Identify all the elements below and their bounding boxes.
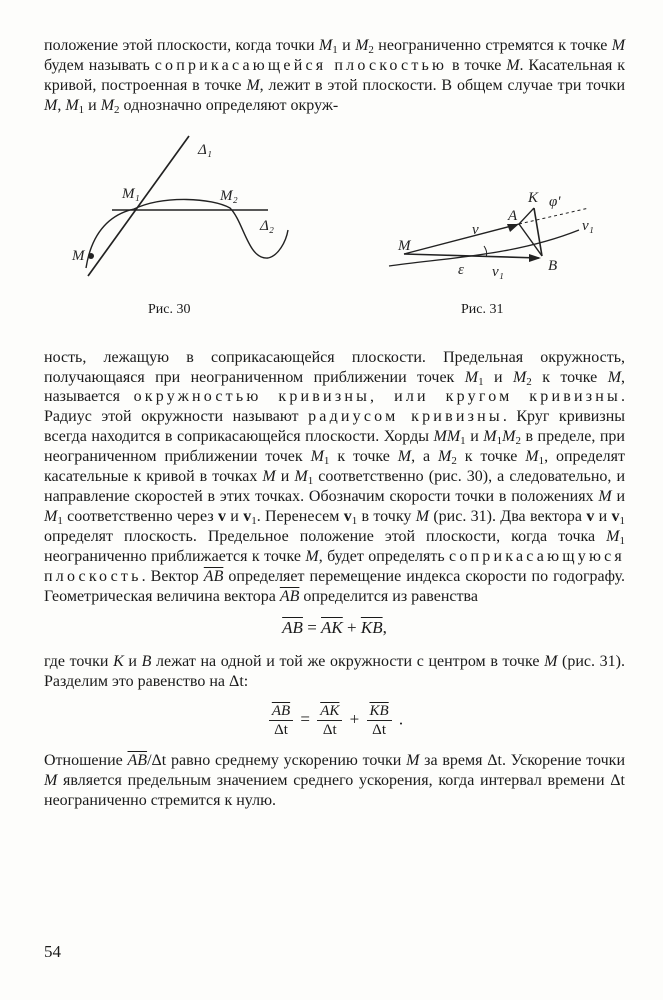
equation-2: $\frac{\overline{AB}}{\Delta t}$ = $\frac{\overline{AK}}{\Delta t}$ + $\frac{\overline{KB}}{\Delta t}$ .	[44, 702, 625, 739]
label-M: M	[398, 237, 411, 254]
point-M	[88, 253, 94, 259]
figures-row	[44, 116, 625, 322]
label-epsilon: ε	[458, 261, 464, 278]
label-delta1: Δ₁	[198, 141, 213, 158]
vector-v	[404, 221, 519, 254]
label-A: A	[508, 207, 518, 224]
label-v1-right: v₁	[582, 217, 594, 234]
spaced-term: соприкасающейся плоскостью	[154, 56, 448, 74]
arrowhead-v	[507, 224, 519, 232]
label-v1-bottom: v₁	[492, 263, 504, 280]
segment-AK	[519, 208, 534, 224]
paragraph-1: положение этой плоскости, когда точки $M_1$ и $M_2$ неограниченно стремятся к точке M будем называть соприкасающейся плоскостью в точке M. Касательная к кривой, построенная в точке M, лежит в этой плоскости. В общем случае три точки M, $M_1$ и $M_2$ однозначно определяют окруж-	[44, 37, 626, 116]
paragraph-2: ность, лежащую в соприкасающейся плоскости. Предельная окружность, получающаяся при неограниченном приближении точек $M_1$ и $M_2$ к точке M, называется окружностью кривизны, или кругом кривизны. Радиус этой окружности называют радиусом кривизны. Круг кривизны всегда находится в соприкасающейся плоскости. Хорды $MM_1$ и $M_1M_2$ в пределе, при неограниченном приближении точек $M_1$ к точке M, а $M_2$ к точке $M_1$, определят касательные к кривой в точках M и $M_1$ соответственно (рис. 30), а следовательно, и направление скоростей в этих точках. Обозначим скорости точки в положениях M и $M_1$ соответственно через v и $v_1$. Перенесем $v_1$ в точку M (рис. 31). Два вектора v и $v_1$ определят плоскость. Предельное положение этой плоскости, когда точка $M_1$ неограниченно приближается к точке M, будет определять соприкасающуюся плоскость. Вектор $\overline{AB}$ определяет перемещение индекса скорости по годографу. Геометрическая величина вектора $\overline{AB}$ определится из равенства	[44, 348, 626, 605]
figure-30	[64, 130, 314, 280]
segment-KB	[534, 208, 542, 256]
label-v: v	[472, 221, 479, 238]
figure-31	[344, 146, 624, 296]
dashed-extension	[519, 208, 589, 224]
label-M1: M₁	[122, 185, 140, 202]
caption-fig-31: Рис. 31	[461, 301, 504, 317]
label-B: B	[548, 257, 558, 274]
paragraph-3: где точки K и B лежат на одной и той же окружности с центром в точке M (рис. 31). Разделим это равенство на Δt:	[44, 653, 626, 691]
label-K: K	[528, 189, 539, 206]
tangent-line-delta1	[88, 136, 189, 276]
page-body	[44, 36, 625, 811]
paragraph-4: Отношение $\overline{AB}/\Delta t$ равно среднему ускорению точки M за время Δt. Ускорение точки M является предельным значением среднего ускорения, когда интервал времени Δt неограниченно стремится к нулю.	[44, 752, 626, 810]
label-delta2: Δ₂	[260, 217, 275, 234]
equation-1: $\overline{AB} = \overline{AK} + \overline{KB}$,	[282, 618, 387, 638]
arrowhead-v1	[529, 254, 541, 262]
label-phi: φ'	[549, 193, 561, 210]
vector-v1	[404, 254, 539, 258]
caption-fig-30: Рис. 30	[148, 301, 191, 317]
label-M: M	[72, 247, 85, 264]
page-number: 54	[44, 942, 61, 961]
label-M2: M₂	[220, 187, 238, 204]
angle-arc	[484, 246, 487, 257]
